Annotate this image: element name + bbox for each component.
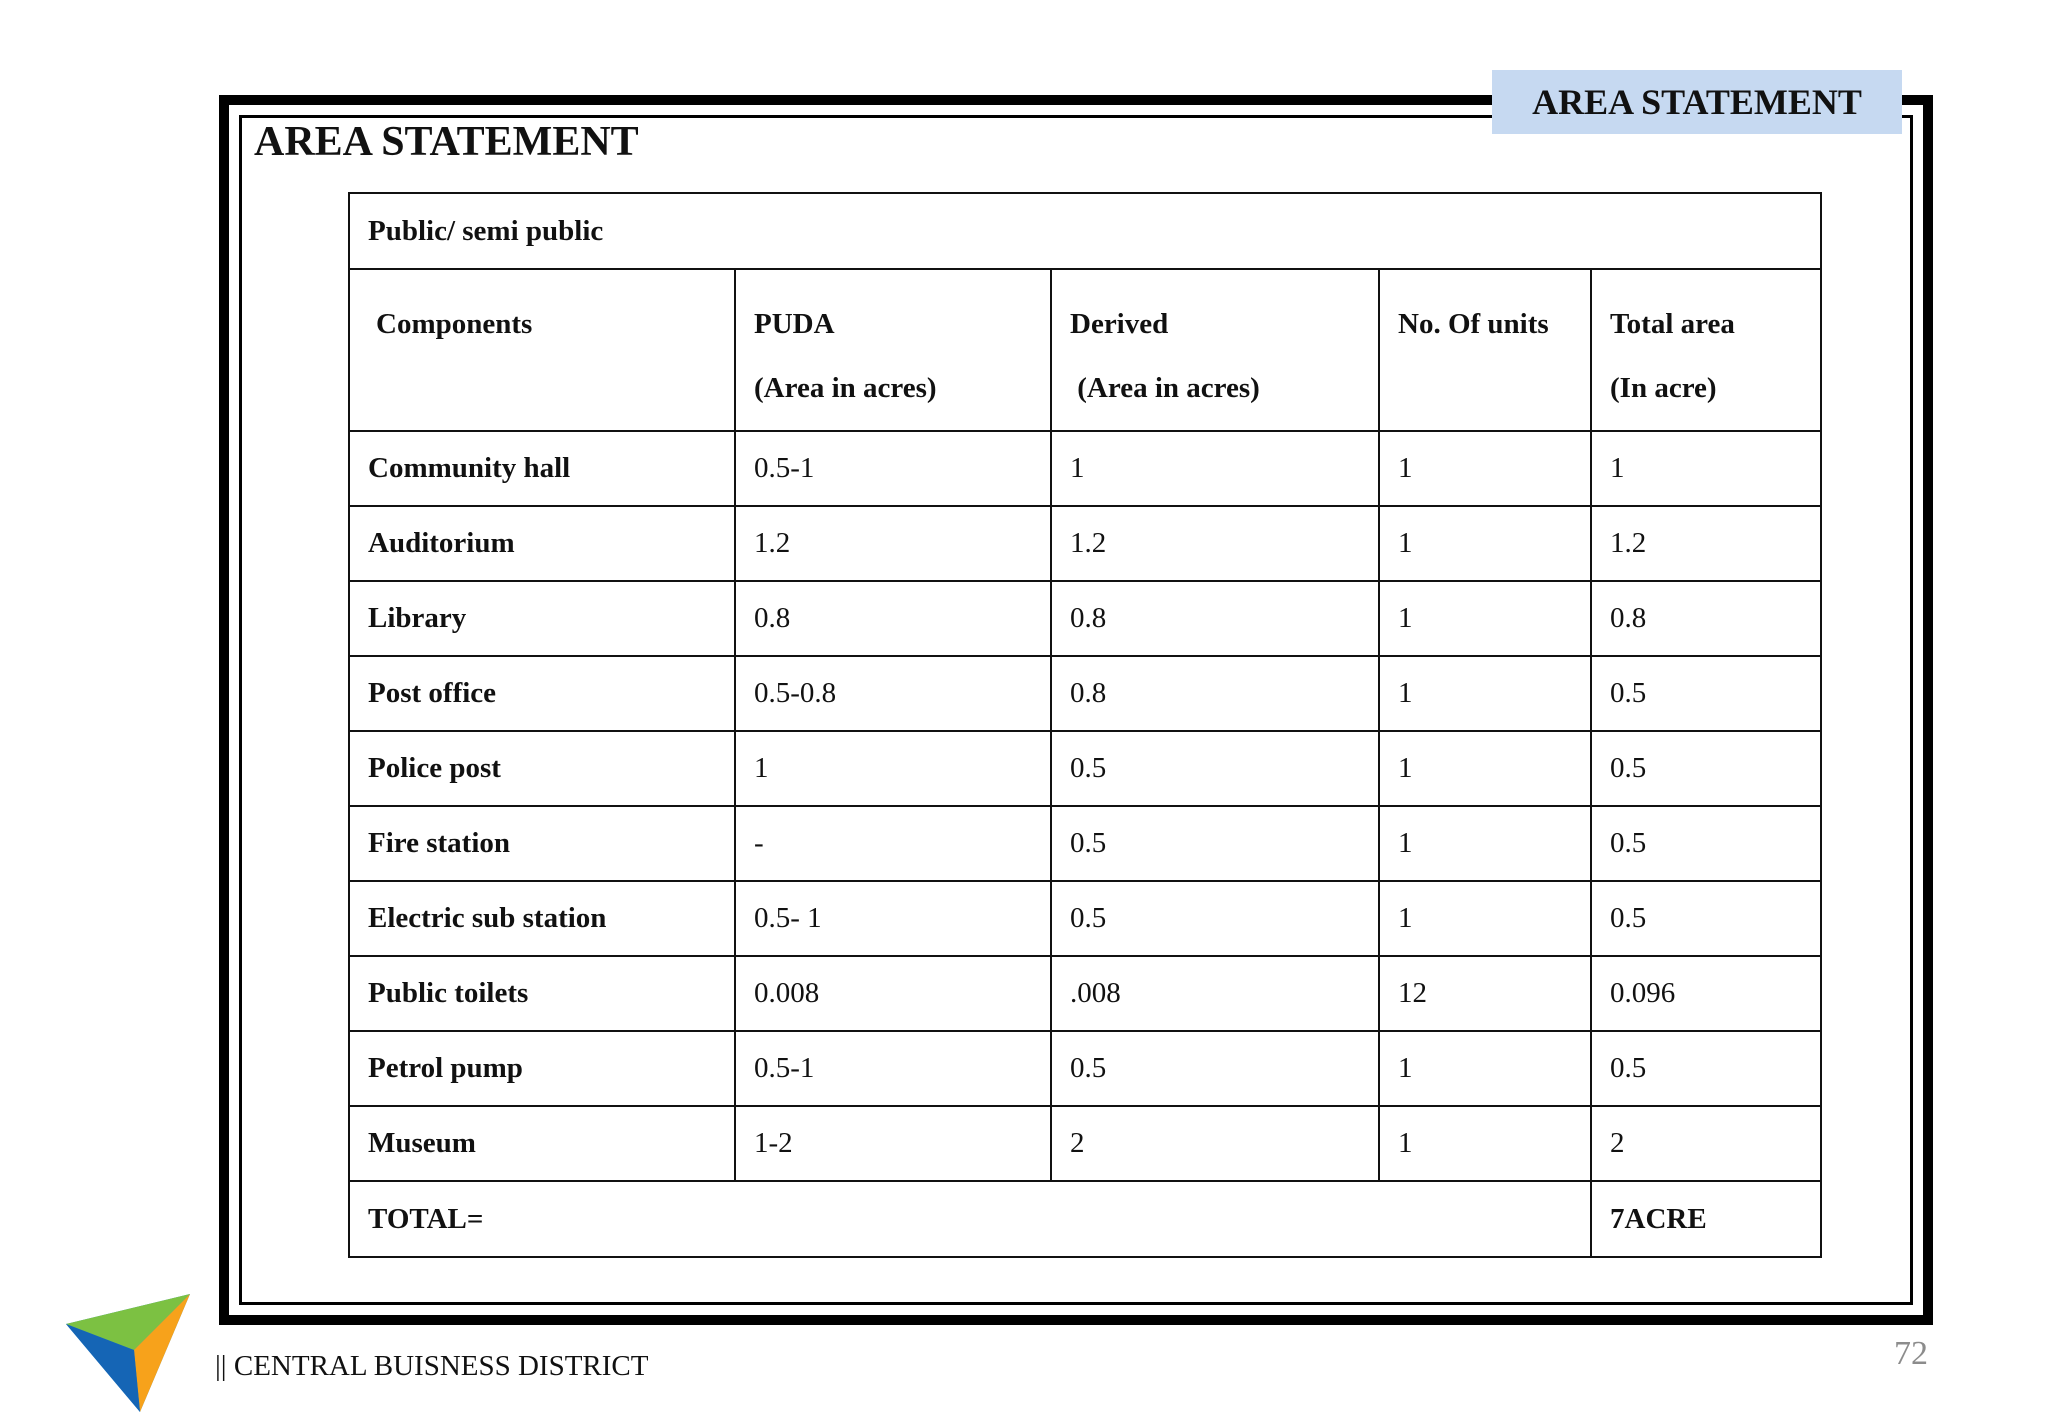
header-total-area [1591,269,1821,431]
table-cell: 1 [1379,806,1591,881]
table-row [349,506,1821,581]
table-cell: 0.5 [1051,731,1379,806]
table-cell: 1 [1379,506,1591,581]
header-line1: Derived [1070,308,1169,340]
header-line1: No. Of units [1398,308,1549,340]
page-title: AREA STATEMENT [254,119,639,165]
table-header-row [349,269,1821,431]
table-cell: 0.8 [1051,581,1379,656]
table-cell: 0.5 [1591,1031,1821,1106]
table-cell: 0.5 [1051,881,1379,956]
table-cell: 1 [1379,881,1591,956]
table-row [349,431,1821,506]
table-row [349,956,1821,1031]
header-components [349,269,735,431]
table-cell: 1 [735,731,1051,806]
table-cell: 0.008 [735,956,1051,1031]
table-cell: 1 [1591,431,1821,506]
component-name-cell: Library [349,581,735,656]
component-name-cell: Public toilets [349,956,735,1031]
table-total-row [349,1181,1821,1257]
component-name-cell: Community hall [349,431,735,506]
table-cell: 1.2 [735,506,1051,581]
table-row [349,731,1821,806]
table-cell: 1 [1379,1106,1591,1181]
table-row [349,1031,1821,1106]
table-row [349,656,1821,731]
area-statement-table [348,192,1822,1258]
table-cell: - [735,806,1051,881]
table-cell: 1-2 [735,1106,1051,1181]
header-line2: (Area in acres) [754,372,937,404]
header-line1: Components [376,308,533,340]
component-name-cell: Auditorium [349,506,735,581]
footer-project-name: || CENTRAL BUISNESS DISTRICT [215,1350,649,1382]
table-cell: 0.8 [735,581,1051,656]
component-name-cell: Fire station [349,806,735,881]
table-cell: 1 [1379,731,1591,806]
table-cell: 1 [1379,656,1591,731]
component-name-cell: Petrol pump [349,1031,735,1106]
page-number: 72 [1894,1335,1928,1372]
component-name-cell: Police post [349,731,735,806]
table-cell: 0.8 [1051,656,1379,731]
section-label: Public/ semi public [349,193,1821,269]
component-name-cell: Post office [349,656,735,731]
table-cell: .008 [1051,956,1379,1031]
table-cell: 0.5 [1591,731,1821,806]
header-line2: (In acre) [1610,372,1717,404]
table-row [349,806,1821,881]
table-row [349,581,1821,656]
header-units [1379,269,1591,431]
total-label: TOTAL= [349,1181,1591,1257]
table-cell: 1 [1379,581,1591,656]
table-cell: 1.2 [1051,506,1379,581]
table-cell: 1 [1051,431,1379,506]
section-tag: AREA STATEMENT [1492,70,1902,134]
component-name-cell: Museum [349,1106,735,1181]
table-cell: 0.5-1 [735,1031,1051,1106]
header-line1: PUDA [754,308,835,340]
table-cell: 0.5 [1591,656,1821,731]
total-value: 7ACRE [1591,1181,1821,1257]
table-cell: 1.2 [1591,506,1821,581]
table-cell: 2 [1591,1106,1821,1181]
header-puda [735,269,1051,431]
table-cell: 0.5 [1591,881,1821,956]
triangular-logo-icon [62,1290,198,1418]
table-cell: 1 [1379,431,1591,506]
component-name-cell: Electric sub station [349,881,735,956]
table-row [349,881,1821,956]
table-body [349,431,1821,1181]
table-cell: 0.5-1 [735,431,1051,506]
table-cell: 0.5 [1051,1031,1379,1106]
header-derived [1051,269,1379,431]
table-section-row [349,193,1821,269]
table-cell: 12 [1379,956,1591,1031]
table-row [349,1106,1821,1181]
table-cell: 1 [1379,1031,1591,1106]
table-cell: 0.5- 1 [735,881,1051,956]
table-cell: 0.5-0.8 [735,656,1051,731]
table-cell: 0.096 [1591,956,1821,1031]
table-cell: 0.8 [1591,581,1821,656]
table-cell: 0.5 [1591,806,1821,881]
table-cell: 2 [1051,1106,1379,1181]
header-line2: (Area in acres) [1070,372,1260,404]
header-line1: Total area [1610,308,1735,340]
table-cell: 0.5 [1051,806,1379,881]
